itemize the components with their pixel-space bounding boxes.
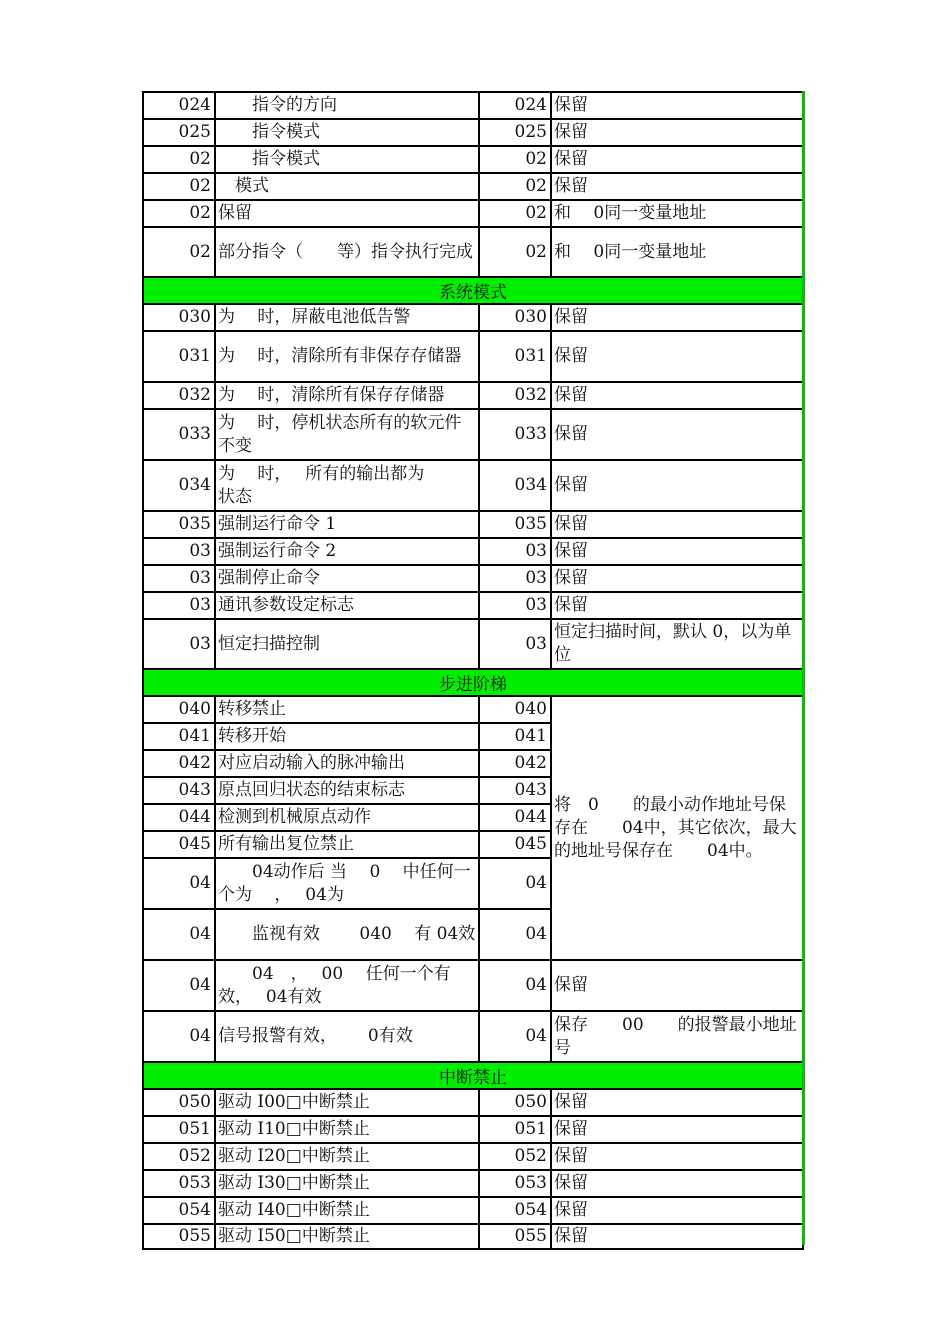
left-address-cell: 055 bbox=[142, 1225, 216, 1248]
left-description-cell: 检测到机械原点动作 bbox=[216, 805, 480, 830]
table-row bbox=[142, 959, 804, 1010]
right-description-cell: 保留 bbox=[552, 174, 804, 199]
left-address-cell: 02 bbox=[142, 201, 216, 226]
table-row bbox=[142, 381, 804, 408]
table-row bbox=[142, 172, 804, 199]
section-header bbox=[142, 276, 804, 303]
left-description-cell: 保留 bbox=[216, 201, 480, 226]
left-description-cell: 为 时，清除所有非保存存储器 bbox=[216, 332, 480, 381]
left-address-cell: 02 bbox=[142, 228, 216, 276]
table-row bbox=[142, 564, 804, 591]
left-address-cell: 054 bbox=[142, 1198, 216, 1223]
table-row bbox=[142, 303, 804, 330]
left-description-cell: 为 时，屏蔽电池低告警 bbox=[216, 305, 480, 330]
right-address-cell: 02 bbox=[478, 174, 552, 199]
right-description-cell: 保留 bbox=[552, 93, 804, 118]
left-description-cell: 通讯参数设定标志 bbox=[216, 593, 480, 618]
right-address-cell: 035 bbox=[478, 512, 552, 537]
left-address-cell: 03 bbox=[142, 566, 216, 591]
left-description-cell: 指令模式 bbox=[216, 120, 480, 145]
right-address-cell: 050 bbox=[478, 1090, 552, 1115]
table-row bbox=[142, 199, 804, 226]
left-address-cell: 032 bbox=[142, 383, 216, 408]
right-description-cell: 保留 bbox=[552, 305, 804, 330]
device-register-table bbox=[142, 91, 804, 1250]
left-address-cell: 03 bbox=[142, 539, 216, 564]
left-description-cell: 驱动 I50□中断禁止 bbox=[216, 1225, 480, 1248]
right-address-cell: 03 bbox=[478, 539, 552, 564]
left-description-cell: 监视有效 040 有 04效 bbox=[216, 910, 480, 959]
right-address-cell: 032 bbox=[478, 383, 552, 408]
left-address-cell: 02 bbox=[142, 174, 216, 199]
table-row bbox=[142, 1169, 804, 1196]
right-address-cell: 031 bbox=[478, 332, 552, 381]
right-description-cell: 保留 bbox=[552, 332, 804, 381]
left-address-cell: 042 bbox=[142, 751, 216, 776]
section-title: 中断禁止 bbox=[439, 1068, 507, 1088]
right-description-cell: 保留 bbox=[552, 512, 804, 537]
left-address-cell: 051 bbox=[142, 1117, 216, 1142]
left-description-cell: 驱动 I40□中断禁止 bbox=[216, 1198, 480, 1223]
right-address-cell: 02 bbox=[478, 201, 552, 226]
table-row bbox=[142, 145, 804, 172]
section-title: 系统模式 bbox=[439, 283, 507, 303]
right-description-cell: 保留 bbox=[552, 566, 804, 591]
left-description-cell: 驱动 I30□中断禁止 bbox=[216, 1171, 480, 1196]
section-header bbox=[142, 668, 804, 695]
right-address-cell: 045 bbox=[478, 832, 552, 857]
section-header bbox=[142, 1061, 804, 1088]
right-description-cell: 保留 bbox=[552, 593, 804, 618]
left-description-cell: 模式 bbox=[216, 174, 480, 199]
left-description-cell: 恒定扫描控制 bbox=[216, 620, 480, 668]
left-description-cell: 指令模式 bbox=[216, 147, 480, 172]
right-address-cell: 04 bbox=[478, 910, 552, 959]
table-row bbox=[142, 1223, 804, 1250]
right-address-cell: 044 bbox=[478, 805, 552, 830]
merged-description-cell: 将 0 的最小动作地址号保存在 04中，其它依次，最大的地址号保存在 04中。 bbox=[552, 695, 804, 959]
left-address-cell: 031 bbox=[142, 332, 216, 381]
right-address-cell: 02 bbox=[478, 228, 552, 276]
left-description-cell: 04 ， 00 任何一个有效， 04有效 bbox=[216, 961, 480, 1010]
left-address-cell: 024 bbox=[142, 93, 216, 118]
right-description-cell: 保存 00 的报警最小地址号 bbox=[552, 1012, 804, 1061]
right-address-cell: 024 bbox=[478, 93, 552, 118]
right-address-cell: 03 bbox=[478, 620, 552, 668]
left-address-cell: 02 bbox=[142, 147, 216, 172]
right-description-cell: 保留 bbox=[552, 1171, 804, 1196]
left-address-cell: 04 bbox=[142, 910, 216, 959]
left-description-cell: 强制运行命令 1 bbox=[216, 512, 480, 537]
right-description-cell: 保留 bbox=[552, 383, 804, 408]
left-description-cell: 原点回归状态的结束标志 bbox=[216, 778, 480, 803]
right-description-cell: 保留 bbox=[552, 961, 804, 1010]
left-address-cell: 04 bbox=[142, 1012, 216, 1061]
table-row bbox=[142, 1142, 804, 1169]
left-description-cell: 驱动 I00□中断禁止 bbox=[216, 1090, 480, 1115]
left-description-cell: 强制停止命令 bbox=[216, 566, 480, 591]
left-description-cell: 04动作后 当 0 中任何一个为 ， 04为 bbox=[216, 859, 480, 908]
left-address-cell: 050 bbox=[142, 1090, 216, 1115]
right-address-cell: 041 bbox=[478, 724, 552, 749]
left-description-cell: 驱动 I20□中断禁止 bbox=[216, 1144, 480, 1169]
right-description-cell: 保留 bbox=[552, 1090, 804, 1115]
left-description-cell: 转移禁止 bbox=[216, 697, 480, 722]
right-address-cell: 034 bbox=[478, 461, 552, 510]
table-right-edge bbox=[802, 91, 805, 1245]
left-description-cell: 所有输出复位禁止 bbox=[216, 832, 480, 857]
left-description-cell: 强制运行命令 2 bbox=[216, 539, 480, 564]
right-address-cell: 04 bbox=[478, 961, 552, 1010]
table-row bbox=[142, 1010, 804, 1061]
left-description-cell: 信号报警有效， 0有效 bbox=[216, 1012, 480, 1061]
table-row bbox=[142, 226, 804, 276]
right-description-cell: 保留 bbox=[552, 461, 804, 510]
table-row bbox=[142, 1115, 804, 1142]
left-address-cell: 053 bbox=[142, 1171, 216, 1196]
right-address-cell: 040 bbox=[478, 697, 552, 722]
right-description-cell: 保留 bbox=[552, 539, 804, 564]
right-description-cell: 保留 bbox=[552, 1225, 804, 1248]
left-description-cell: 转移开始 bbox=[216, 724, 480, 749]
left-address-cell: 034 bbox=[142, 461, 216, 510]
table-row bbox=[142, 1196, 804, 1223]
table-row bbox=[142, 118, 804, 145]
left-address-cell: 044 bbox=[142, 805, 216, 830]
table-row bbox=[142, 1088, 804, 1115]
left-address-cell: 04 bbox=[142, 859, 216, 908]
left-address-cell: 043 bbox=[142, 778, 216, 803]
table-row bbox=[142, 591, 804, 618]
left-address-cell: 045 bbox=[142, 832, 216, 857]
right-address-cell: 042 bbox=[478, 751, 552, 776]
right-address-cell: 03 bbox=[478, 566, 552, 591]
right-address-cell: 053 bbox=[478, 1171, 552, 1196]
table-row bbox=[142, 91, 804, 118]
left-address-cell: 040 bbox=[142, 697, 216, 722]
section-title: 步进阶梯 bbox=[439, 675, 507, 695]
right-description-cell: 和 0同一变量地址 bbox=[552, 228, 804, 276]
right-description-cell: 和 0同一变量地址 bbox=[552, 201, 804, 226]
right-address-cell: 025 bbox=[478, 120, 552, 145]
right-address-cell: 051 bbox=[478, 1117, 552, 1142]
table-row bbox=[142, 510, 804, 537]
right-description-cell: 保留 bbox=[552, 1198, 804, 1223]
left-address-cell: 04 bbox=[142, 961, 216, 1010]
right-address-cell: 043 bbox=[478, 778, 552, 803]
left-address-cell: 033 bbox=[142, 410, 216, 459]
right-description-cell: 保留 bbox=[552, 147, 804, 172]
right-address-cell: 033 bbox=[478, 410, 552, 459]
left-address-cell: 052 bbox=[142, 1144, 216, 1169]
right-address-cell: 055 bbox=[478, 1225, 552, 1248]
right-description-cell: 保留 bbox=[552, 1144, 804, 1169]
right-address-cell: 052 bbox=[478, 1144, 552, 1169]
right-address-cell: 04 bbox=[478, 1012, 552, 1061]
table-row bbox=[142, 459, 804, 510]
right-description-cell: 保留 bbox=[552, 120, 804, 145]
left-description-cell: 为 时，清除所有保存存储器 bbox=[216, 383, 480, 408]
right-address-cell: 054 bbox=[478, 1198, 552, 1223]
right-description-cell: 恒定扫描时间，默认 0，以为单位 bbox=[552, 620, 804, 668]
left-description-cell: 对应启动输入的脉冲输出 bbox=[216, 751, 480, 776]
left-description-cell: 为 时， 所有的输出都为 状态 bbox=[216, 461, 480, 510]
right-address-cell: 02 bbox=[478, 147, 552, 172]
right-description-cell: 保留 bbox=[552, 410, 804, 459]
table-row bbox=[142, 408, 804, 459]
right-description-cell: 保留 bbox=[552, 1117, 804, 1142]
table-row bbox=[142, 537, 804, 564]
left-address-cell: 041 bbox=[142, 724, 216, 749]
right-address-cell: 030 bbox=[478, 305, 552, 330]
left-description-cell: 为 时，停机状态所有的软元件不变 bbox=[216, 410, 480, 459]
left-address-cell: 03 bbox=[142, 620, 216, 668]
left-description-cell: 指令的方向 bbox=[216, 93, 480, 118]
right-address-cell: 03 bbox=[478, 593, 552, 618]
left-address-cell: 030 bbox=[142, 305, 216, 330]
table-row bbox=[142, 618, 804, 668]
table-row bbox=[142, 330, 804, 381]
right-address-cell: 04 bbox=[478, 859, 552, 908]
left-address-cell: 035 bbox=[142, 512, 216, 537]
left-address-cell: 025 bbox=[142, 120, 216, 145]
left-address-cell: 03 bbox=[142, 593, 216, 618]
left-description-cell: 部分指令（ 等）指令执行完成 bbox=[216, 228, 480, 276]
left-description-cell: 驱动 I10□中断禁止 bbox=[216, 1117, 480, 1142]
